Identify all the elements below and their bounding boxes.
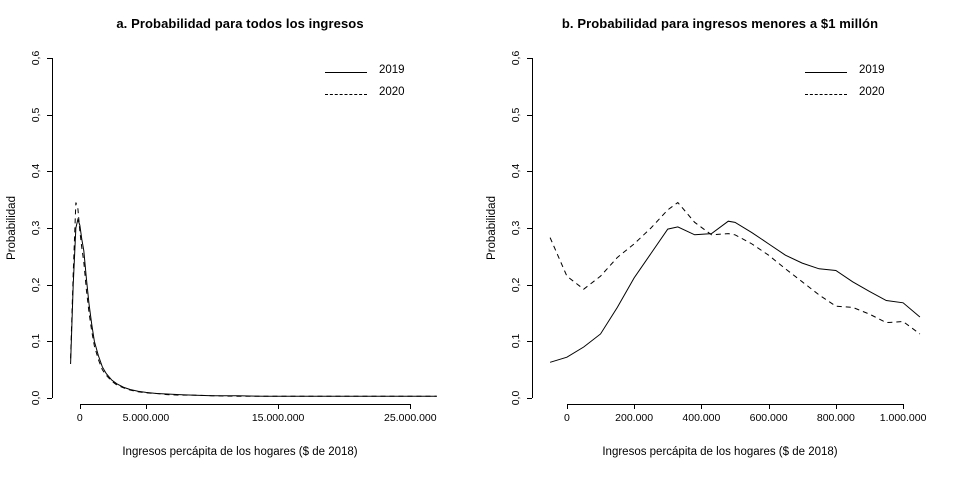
x-tick (769, 404, 770, 409)
chart-panel-b (480, 0, 960, 480)
y-tick-label: 0,0 (510, 390, 522, 406)
y-tick (527, 285, 532, 286)
y-tick-label: 0,5 (510, 107, 522, 122)
y-tick (47, 171, 52, 172)
x-tick-label: 0 (76, 412, 83, 424)
legend-label: 2019 (859, 64, 885, 76)
panel-b-y-axis-title: Probabilidad (486, 196, 498, 260)
x-tick-label: 1.000.000 (879, 412, 927, 424)
y-tick (527, 171, 532, 172)
y-tick-label: 0,1 (30, 334, 42, 349)
x-tick-label: 400.000 (682, 412, 721, 424)
x-axis-line (567, 404, 903, 405)
panel-a-plot-area (30, 50, 450, 424)
x-tick-label: 0 (563, 412, 570, 424)
legend-key-solid (325, 72, 367, 73)
x-tick-label: 600.000 (749, 412, 788, 424)
x-tick-label: 200.000 (615, 412, 654, 424)
y-tick-label: 0,6 (30, 50, 42, 66)
legend-key-dashed (805, 94, 847, 95)
x-tick (634, 404, 635, 409)
panel-a-x-axis-title: Ingresos percápita de los hogares ($ de 2018) (122, 446, 358, 458)
y-tick (47, 228, 52, 229)
x-tick (278, 404, 279, 409)
y-tick (527, 228, 532, 229)
panel-b-plot-area (510, 50, 930, 424)
y-tick (527, 341, 532, 342)
panel-a-y-axis-title: Probabilidad (6, 196, 18, 260)
x-tick-label: 800.000 (816, 412, 855, 424)
y-tick (47, 58, 52, 59)
legend-label: 2020 (379, 86, 405, 98)
legend-label: 2020 (859, 86, 885, 98)
y-tick (47, 341, 52, 342)
x-tick-label: 25.000.000 (384, 412, 437, 424)
legend-label: 2019 (379, 64, 405, 76)
y-tick-label: 0,2 (30, 277, 42, 292)
y-tick (527, 115, 532, 116)
plot-lines (60, 58, 450, 398)
x-tick-label: 15.000.000 (251, 412, 305, 424)
y-tick (47, 285, 52, 286)
y-tick (527, 398, 532, 399)
y-tick-label: 0,3 (30, 220, 42, 236)
y-tick (47, 398, 52, 399)
x-tick (146, 404, 147, 409)
legend-key-solid (805, 72, 847, 73)
y-tick-label: 0,6 (510, 50, 522, 66)
x-tick (836, 404, 837, 409)
y-tick-label: 0,3 (510, 220, 522, 236)
x-tick (701, 404, 702, 409)
x-tick (410, 404, 411, 409)
y-tick-label: 0,1 (510, 334, 522, 349)
x-tick (567, 404, 568, 409)
plot-lines (540, 58, 930, 398)
x-tick (903, 404, 904, 409)
series-line-2019 (71, 220, 437, 397)
y-tick (47, 115, 52, 116)
y-axis-line (532, 58, 533, 398)
y-tick-label: 0,4 (30, 164, 42, 179)
series-line-2020 (71, 203, 437, 397)
legend-key-dashed (325, 94, 367, 95)
y-axis-line (52, 58, 53, 398)
y-tick-label: 0,5 (30, 107, 42, 122)
x-axis-line (80, 404, 411, 405)
panel-b-title: b. Probabilidad para ingresos menores a $1 millón (561, 16, 879, 31)
y-tick (527, 58, 532, 59)
y-tick-label: 0,0 (30, 390, 42, 406)
y-tick-label: 0,4 (510, 164, 522, 179)
x-tick-label: 5.000.000 (122, 412, 170, 424)
x-tick (80, 404, 81, 409)
panel-a-title: a. Probabilidad para todos los ingresos (116, 16, 364, 31)
series-line-2019 (550, 221, 920, 362)
y-tick-label: 0,2 (510, 277, 522, 292)
panel-b-x-axis-title: Ingresos percápita de los hogares ($ de 2018) (602, 446, 838, 458)
